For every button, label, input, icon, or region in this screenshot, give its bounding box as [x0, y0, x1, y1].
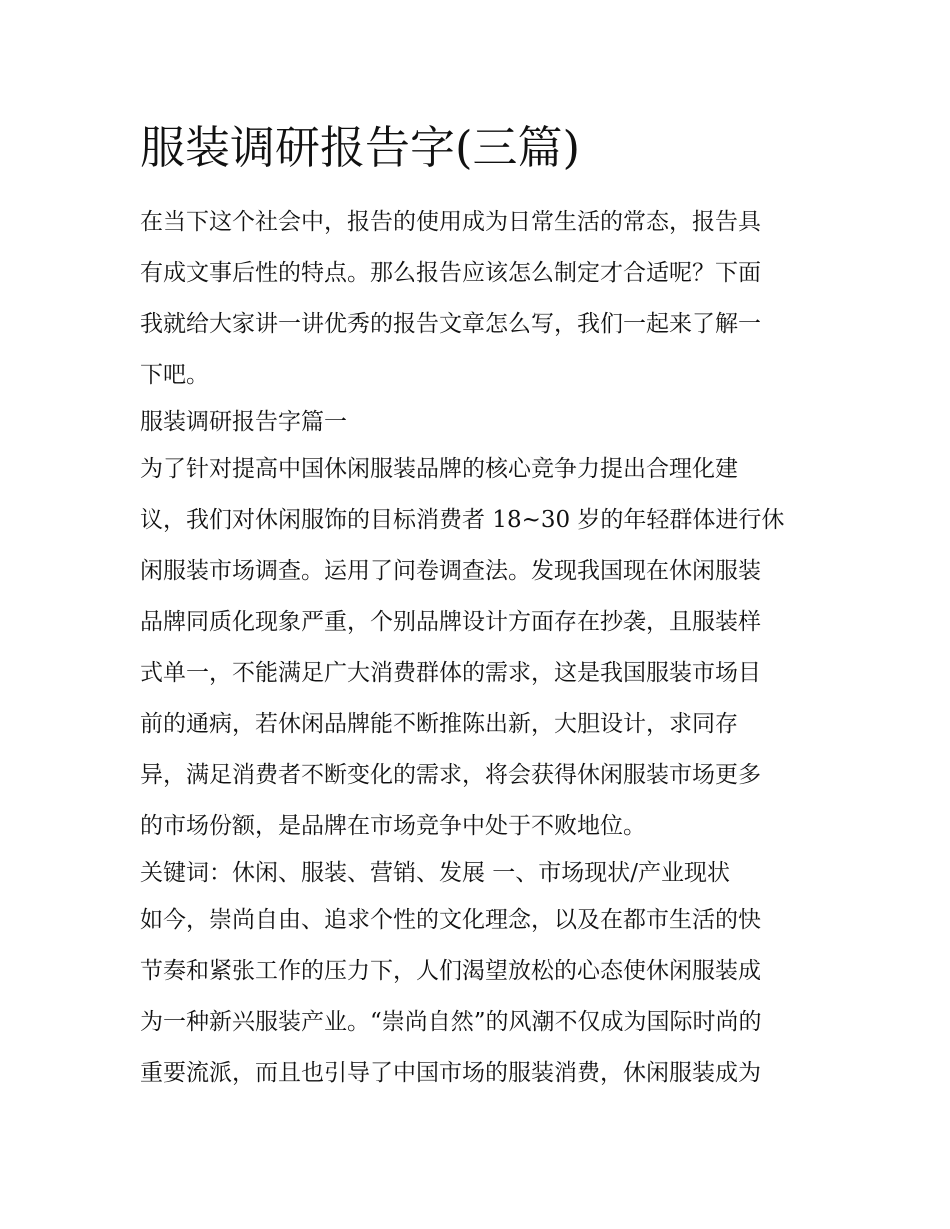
- paragraph-line: 的市场份额，是品牌在市场竞争中处于不败地位。: [140, 813, 646, 839]
- paragraph-line: 为了针对提高中国休闲服装品牌的核心竞争力提出合理化建: [140, 456, 738, 482]
- paragraph-line: 议，我们对休闲服饰的目标消费者 18~30 岁的年轻群体进行休: [140, 507, 785, 533]
- paragraph-line: 闲服装市场调查。运用了问卷调查法。发现我国现在休闲服装: [140, 558, 761, 584]
- paragraph-line: 为一种新兴服装产业。“崇尚自然”的风潮不仅成为国际时尚的: [140, 1009, 762, 1035]
- paragraph-line: 式单一，不能满足广大消费群体的需求，这是我国服装市场目: [140, 660, 761, 686]
- keywords-line: 关键词：休闲、服装、营销、发展 一、市场现状/产业现状: [140, 860, 731, 886]
- document-body: [140, 197, 830, 1099]
- paragraph-line: 如今，崇尚自由、追求个性的文化理念，以及在都市生活的快: [140, 907, 761, 933]
- paragraph-line: 在当下这个社会中，报告的使用成为日常生活的常态，报告具: [140, 209, 761, 235]
- paragraph-line: 有成文事后性的特点。那么报告应该怎么制定才合适呢？下面: [140, 260, 761, 286]
- paragraph-line: 异，满足消费者不断变化的需求，将会获得休闲服装市场更多: [140, 762, 761, 788]
- paragraph-line: 下吧。: [140, 362, 209, 388]
- paragraph-line: 前的通病，若休闲品牌能不断推陈出新，大胆设计，求同存: [140, 711, 738, 737]
- paragraph-line: 品牌同质化现象严重，个别品牌设计方面存在抄袭，且服装样: [140, 609, 761, 635]
- paragraph-line: 重要流派，而且也引导了中国市场的服装消费，休闲服装成为: [140, 1060, 761, 1086]
- paragraph-line: 我就给大家讲一讲优秀的报告文章怎么写，我们一起来了解一: [140, 311, 761, 337]
- document-title: 服装调研报告字(三篇): [140, 121, 581, 174]
- section-heading: 服装调研报告字篇一: [140, 409, 347, 435]
- paragraph-line: 节奏和紧张工作的压力下，人们渴望放松的心态使休闲服装成: [140, 958, 761, 984]
